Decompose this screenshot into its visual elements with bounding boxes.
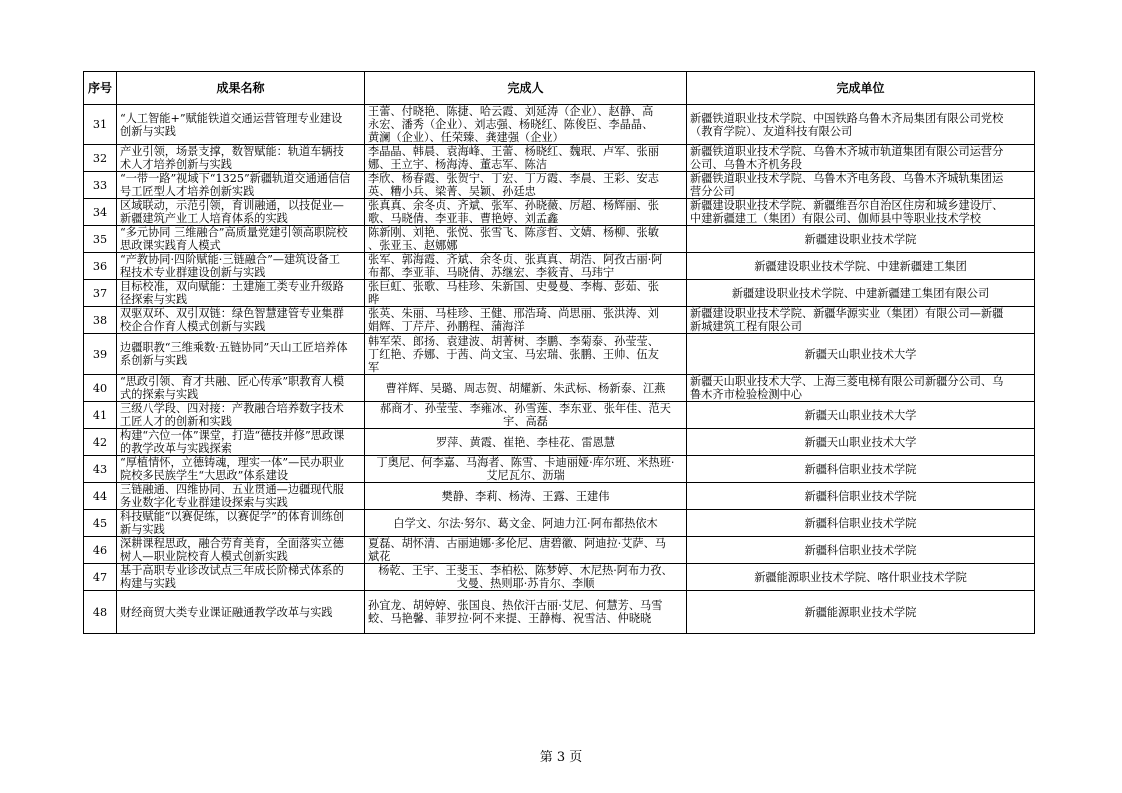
row-contributors-text: 樊静、李莉、杨涛、王露、王建伟 [441,489,610,503]
row-achievement-name-text: 科技赋能“以赛促练，以赛促学”的体育训练创 新与实践 [120,510,345,536]
row-contributors [365,226,687,253]
results-table-container [83,71,1034,634]
row-contributors [365,375,687,402]
row-completing-unit [687,105,1035,145]
row-completing-unit [687,334,1035,375]
row-achievement-name [117,483,365,510]
row-achievement-name [117,145,365,172]
row-completing-unit-text: 新疆科信职业技术学院 [804,489,917,503]
header-serial-number: 序号 [84,72,117,105]
table-row [84,145,1035,172]
row-serial-number [84,226,117,253]
row-contributors [365,172,687,199]
row-serial-number-text: 48 [92,605,108,619]
row-serial-number-text: 36 [92,259,108,273]
row-contributors [365,307,687,334]
row-achievement-name [117,199,365,226]
table-row [84,105,1035,145]
row-completing-unit-text: 新疆建设职业技术学院、新疆维吾尔自治区住房和城乡建设厅、 中建新疆建工（集团）有限公司、伽师县中等职业技术学校 [690,199,1004,225]
row-completing-unit [687,537,1035,564]
table-row [84,456,1035,483]
row-serial-number [84,483,117,510]
row-contributors [365,105,687,145]
row-completing-unit [687,253,1035,280]
row-achievement-name-text: 基于高职专业诊改试点三年成长阶梯式体系的 构建与实践 [120,564,344,590]
row-contributors-text: 张真真、余冬贞、齐斌、张军、孙晓薇、厉超、杨辉丽、张 歌、马晓倩、李亚菲、曹艳婷、刘孟鑫 [368,199,659,225]
table-row [84,334,1035,375]
row-completing-unit-text: 新疆能源职业技术学院 [804,605,917,619]
row-contributors [365,199,687,226]
row-serial-number-text: 47 [92,570,108,584]
row-completing-unit [687,429,1035,456]
row-completing-unit [687,510,1035,537]
row-completing-unit-text: 新疆科信职业技术学院 [804,516,917,530]
row-achievement-name [117,253,365,280]
row-completing-unit-text: 新疆建设职业技术学院、中建新疆建工集团 [754,259,967,273]
row-contributors-text: 李晶晶、韩晨、袁海峰、王蕾、杨晓红、魏珉、卢军、张丽 娜、王立宇、杨海涛、董志军、陈洁 [368,145,659,171]
row-contributors-text: 王蕾、付晓艳、陈捷、哈云霞、刘延涛（企业）、赵静、高 永宏、潘秀（企业）、刘志强、杨晓红、陈俊臣、李晶晶、 黄澜（企业）、任荣臻、龚建强（企业） [368,105,654,144]
row-serial-number [84,334,117,375]
row-serial-number-text: 34 [92,205,108,219]
row-contributors-text: 曹祥辉、吴璐、周志贺、胡耀新、朱武标、杨新泰、江燕 [385,381,666,395]
row-contributors-text: 杨乾、王宇、王斐玉、李柏松、陈梦婷、木尼热·阿布力孜、 戈曼、热则耶·苏肯尔、李顺 [378,564,673,590]
row-contributors-text: 张军、郭海霞、齐斌、余冬贞、张真真、胡浩、阿孜古丽·阿 布都、李亚菲、马晓倩、苏继宏、李筱青、马玮宁 [368,253,663,279]
row-achievement-name [117,537,365,564]
table-row [84,591,1035,634]
row-serial-number [84,537,117,564]
row-serial-number [84,105,117,145]
row-achievement-name [117,564,365,591]
row-serial-number-text: 39 [92,347,108,361]
row-achievement-name-text: “思政引领、育才共融、匠心传承”职教育人模 式的探索与实践 [120,375,345,401]
row-completing-unit [687,172,1035,199]
row-achievement-name-text: “一带一路”视域下“1325”新疆轨道交通通信信 号工匠型人才培养创新实践 [120,172,351,198]
row-serial-number [84,172,117,199]
row-contributors [365,402,687,429]
row-completing-unit-text: 新疆天山职业技术大学、上海三菱电梯有限公司新疆分公司、乌 鲁木齐市检验检测中心 [690,375,1004,401]
row-achievement-name [117,307,365,334]
table-row [84,510,1035,537]
row-contributors [365,510,687,537]
row-completing-unit [687,591,1035,634]
row-contributors-text: 韩军荣、郎扬、袁建波、胡菁树、李鹏、李菊泰、孙莹莹、 丁红艳、乔娜、于茜、尚文宝、马宏瑞、张鹏、王帅、伍友 军 [368,334,659,374]
table-row [84,199,1035,226]
row-achievement-name [117,402,365,429]
row-contributors-text: 孙宜龙、胡婷婷、张国良、热依汗古丽·艾尼、何慧芳、马雪 蛟、马艳馨、菲罗拉·阿不来提、王静梅、祝雪洁、仲晓晓 [368,599,663,625]
row-serial-number-text: 45 [92,516,108,530]
row-completing-unit [687,307,1035,334]
row-contributors-text: 张巨虹、张歌、马桂珍、朱新国、史曼曼、李梅、彭茹、张 晔 [368,280,659,306]
row-contributors-text: 罗萍、黄霞、崔艳、李桂花、雷恩慧 [435,435,615,449]
row-serial-number [84,375,117,402]
row-achievement-name-text: 双驱双环、双引双链：绿色智慧建管专业集群 校企合作育人模式创新与实践 [120,307,344,333]
row-serial-number-text: 37 [92,286,108,300]
row-achievement-name-text: “产教协同·四阶赋能·三链融合”—建筑设备工 程技术专业群建设创新与实践 [120,253,340,279]
row-contributors-text: 夏磊、胡怀清、古丽迪娜·多伦尼、唐碧徽、阿迪拉·艾萨、马 斌花 [368,537,666,563]
table-row [84,280,1035,307]
row-achievement-name-text: 财经商贸大类专业课证融通教学改革与实践 [120,605,333,619]
row-achievement-name-text: 三链融通、四维协同、五业贯通—边疆现代服 务业数字化专业群建设探索与实践 [120,483,344,509]
row-completing-unit [687,199,1035,226]
row-contributors [365,280,687,307]
row-serial-number [84,456,117,483]
row-completing-unit-text: 新疆能源职业技术学院、喀什职业技术学院 [754,570,967,584]
table-row [84,402,1035,429]
row-achievement-name-text: 区域联动，示范引领，育训融通，以技促业— 新疆建筑产业工人培育体系的实践 [120,199,344,225]
row-completing-unit [687,226,1035,253]
row-completing-unit [687,145,1035,172]
row-contributors [365,537,687,564]
row-achievement-name [117,226,365,253]
row-completing-unit [687,483,1035,510]
row-achievement-name [117,591,365,634]
row-serial-number-text: 40 [92,381,108,395]
row-contributors [365,334,687,375]
row-serial-number [84,591,117,634]
row-achievement-name [117,510,365,537]
row-serial-number-text: 42 [92,435,108,449]
row-achievement-name [117,375,365,402]
row-completing-unit-text: 新疆铁道职业技术学院、中国铁路乌鲁木齐局集团有限公司党校 （教育学院）、友道科技有限公司 [690,111,1004,138]
row-completing-unit-text: 新疆建设职业技术学院、新疆华源实业（集团）有限公司—新疆 新城建筑工程有限公司 [690,307,1004,333]
row-contributors [365,456,687,483]
row-contributors [365,591,687,634]
row-contributors [365,429,687,456]
row-contributors-text: 张英、朱丽、马桂珍、王健、邢浩琦、尚思丽、张洪涛、刘 娟辉、丁芹芹、孙鹏程、蒲海洋 [368,307,659,333]
row-contributors-text: 李欣、杨春霞、张贺宁、丁宏、丁万霞、李晨、王彩、安志 英、糟小兵、梁菁、吴颖、孙廷忠 [368,172,659,198]
row-serial-number-text: 32 [92,151,108,165]
row-completing-unit-text: 新疆天山职业技术大学 [804,408,917,422]
row-achievement-name-text: 三级八学段、四对接：产教融合培养数字技术 工匠人才的创新和实践 [120,402,344,428]
row-completing-unit-text: 新疆科信职业技术学院 [804,462,917,476]
row-achievement-name-text: 构建“六位一体”课堂，打造“德技并修”思政课 的教学改革与实践探索 [120,429,345,455]
row-serial-number [84,253,117,280]
row-serial-number [84,402,117,429]
table-row [84,483,1035,510]
row-achievement-name [117,105,365,145]
row-serial-number [84,510,117,537]
row-serial-number-text: 38 [92,313,108,327]
row-achievement-name [117,280,365,307]
row-completing-unit [687,456,1035,483]
table-body [84,105,1035,634]
row-contributors [365,253,687,280]
row-serial-number-text: 41 [92,408,108,422]
table-row [84,375,1035,402]
row-completing-unit [687,280,1035,307]
row-serial-number-text: 44 [92,489,108,503]
page-number: 第 3 页 [539,750,583,765]
row-serial-number [84,199,117,226]
row-serial-number [84,307,117,334]
row-completing-unit-text: 新疆铁道职业技术学院、乌鲁木齐城市轨道集团有限公司运营分 公司、乌鲁木齐机务段 [690,145,1004,171]
table-row [84,226,1035,253]
row-contributors [365,483,687,510]
row-serial-number [84,145,117,172]
row-serial-number [84,429,117,456]
row-serial-number-text: 35 [92,232,108,246]
row-achievement-name-text: 深耕课程思政，融合劳育美育，全面落实立德 树人—职业院校育人模式创新实践 [120,537,344,563]
row-contributors [365,564,687,591]
row-completing-unit [687,375,1035,402]
row-contributors-text: 丁奥尼、何李嘉、马海者、陈雪、卡迪丽娅·库尔班、米热班· 艾尼瓦尔、沥瑞 [376,456,675,482]
table-row [84,564,1035,591]
row-achievement-name [117,172,365,199]
table-header-row [84,72,1035,105]
results-table [83,71,1035,634]
header-completing-unit: 完成单位 [687,72,1035,105]
row-serial-number-text: 46 [92,543,108,557]
row-contributors [365,145,687,172]
row-completing-unit-text: 新疆天山职业技术大学 [804,435,917,449]
table-row [84,307,1035,334]
row-serial-number-text: 31 [92,118,108,131]
row-achievement-name-text: “厚植情怀，立德铸魂，理实一体”—民办职业 院校多民族学生“大思政”体系建设 [120,456,345,482]
row-completing-unit-text: 新疆科信职业技术学院 [804,543,917,557]
row-contributors-text: 郝商才、孙莹莹、李雍冰、孙雪莲、李东亚、张年佳、范天 宇、高磊 [380,402,671,428]
row-completing-unit-text: 新疆建设职业技术学院、中建新疆建工集团有限公司 [731,286,990,300]
row-achievement-name-text: “多元协同 三维融合”高质量党建引领高职院校 思政课实践育人模式 [120,226,348,252]
row-achievement-name-text: 目标校准，双向赋能：土建施工类专业升级路 径探索与实践 [120,280,344,306]
table-row [84,172,1035,199]
row-achievement-name [117,456,365,483]
row-serial-number [84,564,117,591]
row-completing-unit-text: 新疆铁道职业技术学院、乌鲁木齐电务段、乌鲁木齐城轨集团运 营分公司 [690,172,1004,198]
row-completing-unit-text: 新疆建设职业技术学院 [804,232,917,246]
table-row [84,429,1035,456]
row-contributors-text: 白学文、尔法·努尔、葛文金、阿迪力江·阿布都热依木 [393,516,658,530]
table-row [84,253,1035,280]
row-achievement-name-text: 产业引领，场景支撑，数智赋能：轨道车辆技 术人才培养创新与实践 [120,145,344,171]
row-serial-number [84,280,117,307]
row-achievement-name-text: 边疆职教“三维乘数·五链协同”天山工匠培养体 系创新与实践 [120,341,348,367]
row-achievement-name-text: “人工智能+”赋能铁道交通运营管理专业建设 创新与实践 [120,111,343,138]
row-serial-number-text: 33 [92,178,108,192]
row-serial-number-text: 43 [92,462,108,476]
row-completing-unit [687,564,1035,591]
header-contributors: 完成人 [365,72,687,105]
header-achievement-name: 成果名称 [117,72,365,105]
row-completing-unit-text: 新疆天山职业技术大学 [804,347,917,361]
row-achievement-name [117,429,365,456]
row-completing-unit [687,402,1035,429]
row-contributors-text: 陈新刚、刘艳、张悦、张雪飞、陈彦哲、文婧、杨柳、张敏 、张亚玉、赵娜娜 [368,226,659,252]
row-achievement-name [117,334,365,375]
table-row [84,537,1035,564]
